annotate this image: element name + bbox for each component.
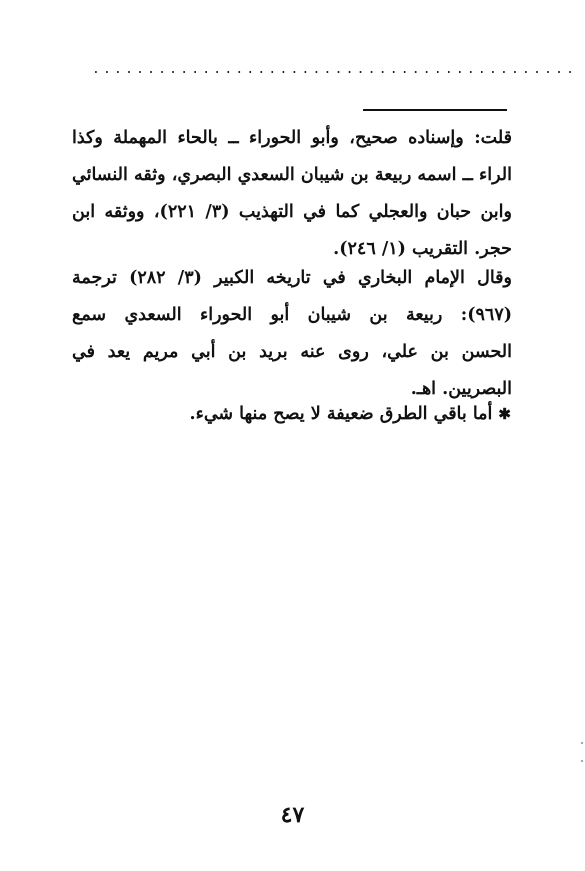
paragraph-line: الراء ــ اسمه ربيعة بن شيبان السعدي البصري، وثقه النسائي <box>72 165 512 185</box>
scan-speck <box>581 760 583 762</box>
page-number: ٤٧ <box>280 802 305 828</box>
paragraph-line: وابن حبان والعجلي كما في التهذيب (٣/ ٢٢١)، ووثقه ابن <box>72 202 512 222</box>
scan-speck <box>581 742 583 744</box>
paragraph-line: وقال الإمام البخاري في تاريخه الكبير (٣/ ٢٨٢) ترجمة <box>72 268 512 288</box>
bullet-text: أما باقي الطرق ضعيفة لا يصح منها شيء. <box>189 404 493 424</box>
bullet-note <box>190 396 512 433</box>
paragraph-line: البصريين. اهـ. <box>410 379 512 399</box>
dotted-separator: ............................................ <box>92 62 578 77</box>
paragraph-line: (٩٦٧): ربيعة بن شيبان أبو الحوراء السعدي سمع <box>72 305 512 325</box>
paragraph-1 <box>72 120 512 268</box>
paragraph-line: حجر. التقريب (١/ ٢٤٦). <box>333 239 512 259</box>
paragraph-line: الحسن بن علي، روى عنه بريد بن أبي مريم يعد في <box>72 342 512 362</box>
paragraph-2 <box>72 260 512 408</box>
asterisk-icon: ✱ <box>498 405 511 423</box>
paragraph-line: قلت: وإسناده صحيح، وأبو الحوراء ــ بالحاء المهملة وكذا <box>72 128 512 148</box>
footnote-rule <box>363 109 507 111</box>
